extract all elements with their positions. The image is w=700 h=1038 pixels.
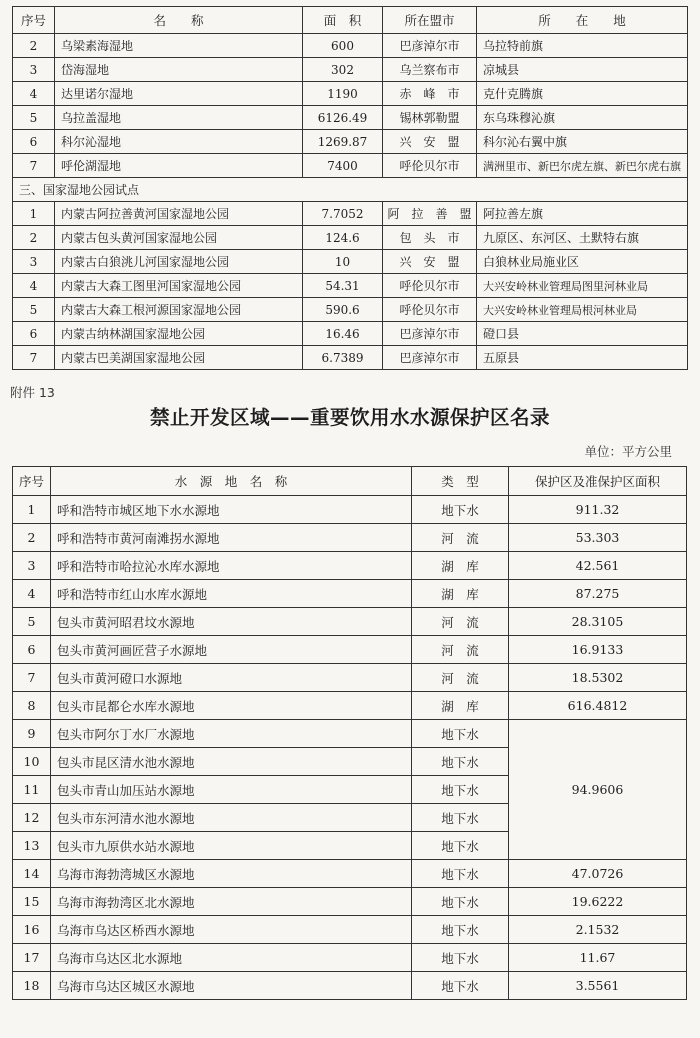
cell-area: 54.31 bbox=[303, 274, 383, 298]
table-row bbox=[13, 692, 687, 720]
cell-area: 616.4812 bbox=[509, 692, 687, 720]
cell-seq: 2 bbox=[13, 34, 55, 58]
water-source-table bbox=[12, 466, 687, 1000]
cell-seq: 12 bbox=[13, 804, 51, 832]
cell-source-name: 呼和浩特市城区地下水水源地 bbox=[51, 496, 412, 524]
cell-seq: 3 bbox=[13, 552, 51, 580]
section-row bbox=[13, 178, 688, 202]
cell-name: 乌拉盖湿地 bbox=[55, 106, 303, 130]
cell-source-name: 包头市阿尔丁水厂水源地 bbox=[51, 720, 412, 748]
cell-area: 47.0726 bbox=[509, 860, 687, 888]
cell-seq: 6 bbox=[13, 322, 55, 346]
cell-seq: 5 bbox=[13, 608, 51, 636]
cell-seq: 3 bbox=[13, 58, 55, 82]
cell-area: 28.3105 bbox=[509, 608, 687, 636]
cell-type: 地下水 bbox=[412, 860, 509, 888]
cell-league: 兴 安 盟 bbox=[383, 130, 477, 154]
cell-seq: 14 bbox=[13, 860, 51, 888]
cell-league: 呼伦贝尔市 bbox=[383, 298, 477, 322]
cell-location: 大兴安岭林业管理局图里河林业局 bbox=[477, 274, 688, 298]
cell-seq: 7 bbox=[13, 154, 55, 178]
table-row bbox=[13, 346, 688, 370]
cell-source-name: 呼和浩特市哈拉沁水库水源地 bbox=[51, 552, 412, 580]
table-row bbox=[13, 860, 687, 888]
cell-location: 阿拉善左旗 bbox=[477, 202, 688, 226]
cell-area-merged: 94.9606 bbox=[509, 720, 687, 860]
table-row bbox=[13, 496, 687, 524]
cell-area: 590.6 bbox=[303, 298, 383, 322]
cell-seq: 2 bbox=[13, 524, 51, 552]
cell-seq: 2 bbox=[13, 226, 55, 250]
annex-label: 附件 13 bbox=[10, 385, 55, 400]
col-type: 类 型 bbox=[412, 467, 509, 496]
table-row bbox=[13, 274, 688, 298]
cell-seq: 1 bbox=[13, 496, 51, 524]
col-league: 所在盟市 bbox=[383, 7, 477, 34]
col-name: 名 称 bbox=[55, 7, 303, 34]
cell-seq: 7 bbox=[13, 346, 55, 370]
cell-area: 6126.49 bbox=[303, 106, 383, 130]
cell-name: 岱海湿地 bbox=[55, 58, 303, 82]
table-row bbox=[13, 664, 687, 692]
cell-source-name: 乌海市乌达区北水源地 bbox=[51, 944, 412, 972]
cell-name: 内蒙古阿拉善黄河国家湿地公园 bbox=[55, 202, 303, 226]
cell-source-name: 乌海市海勃湾城区水源地 bbox=[51, 860, 412, 888]
cell-league: 兴 安 盟 bbox=[383, 250, 477, 274]
table-row bbox=[13, 608, 687, 636]
cell-source-name: 包头市黄河磴口水源地 bbox=[51, 664, 412, 692]
cell-location: 凉城县 bbox=[477, 58, 688, 82]
cell-source-name: 包头市黄河昭君坟水源地 bbox=[51, 608, 412, 636]
cell-location: 克什克腾旗 bbox=[477, 82, 688, 106]
cell-name: 乌梁素海湿地 bbox=[55, 34, 303, 58]
cell-source-name: 包头市昆都仑水库水源地 bbox=[51, 692, 412, 720]
cell-type: 湖 库 bbox=[412, 580, 509, 608]
cell-type: 地下水 bbox=[412, 496, 509, 524]
cell-area: 6.7389 bbox=[303, 346, 383, 370]
cell-league: 巴彦淖尔市 bbox=[383, 346, 477, 370]
cell-source-name: 包头市东河清水池水源地 bbox=[51, 804, 412, 832]
table-row bbox=[13, 972, 687, 1000]
cell-seq: 15 bbox=[13, 888, 51, 916]
cell-league: 呼伦贝尔市 bbox=[383, 154, 477, 178]
cell-source-name: 包头市青山加压站水源地 bbox=[51, 776, 412, 804]
cell-area: 1269.87 bbox=[303, 130, 383, 154]
table-row bbox=[13, 82, 688, 106]
unit-label: 单位：平方公里 bbox=[584, 444, 672, 459]
cell-source-name: 乌海市乌达区桥西水源地 bbox=[51, 916, 412, 944]
cell-seq: 6 bbox=[13, 636, 51, 664]
cell-type: 河 流 bbox=[412, 524, 509, 552]
cell-location: 乌拉特前旗 bbox=[477, 34, 688, 58]
cell-league: 呼伦贝尔市 bbox=[383, 274, 477, 298]
cell-source-name: 呼和浩特市红山水库水源地 bbox=[51, 580, 412, 608]
cell-name: 内蒙古包头黄河国家湿地公园 bbox=[55, 226, 303, 250]
table-row bbox=[13, 944, 687, 972]
cell-seq: 16 bbox=[13, 916, 51, 944]
cell-type: 河 流 bbox=[412, 608, 509, 636]
wetland-table bbox=[12, 6, 688, 370]
cell-area: 16.46 bbox=[303, 322, 383, 346]
cell-location: 九原区、东河区、土默特右旗 bbox=[477, 226, 688, 250]
cell-seq: 4 bbox=[13, 580, 51, 608]
cell-type: 地下水 bbox=[412, 776, 509, 804]
table-row bbox=[13, 202, 688, 226]
cell-location: 科尔沁右翼中旗 bbox=[477, 130, 688, 154]
table-row bbox=[13, 130, 688, 154]
table-row bbox=[13, 58, 688, 82]
cell-type: 地下水 bbox=[412, 832, 509, 860]
col-location: 所 在 地 bbox=[477, 7, 688, 34]
cell-league: 赤 峰 市 bbox=[383, 82, 477, 106]
col-source-name: 水 源 地 名 称 bbox=[51, 467, 412, 496]
section-title: 三、国家湿地公园试点 bbox=[13, 178, 688, 202]
cell-type: 河 流 bbox=[412, 636, 509, 664]
cell-area: 16.9133 bbox=[509, 636, 687, 664]
table-row bbox=[13, 720, 687, 748]
cell-name: 内蒙古大森工图里河国家湿地公园 bbox=[55, 274, 303, 298]
table-row bbox=[13, 226, 688, 250]
cell-seq: 10 bbox=[13, 748, 51, 776]
cell-source-name: 包头市黄河画匠营子水源地 bbox=[51, 636, 412, 664]
cell-seq: 3 bbox=[13, 250, 55, 274]
cell-name: 内蒙古纳林湖国家湿地公园 bbox=[55, 322, 303, 346]
cell-area: 19.6222 bbox=[509, 888, 687, 916]
cell-location: 大兴安岭林业管理局根河林业局 bbox=[477, 298, 688, 322]
cell-name: 内蒙古巴美湖国家湿地公园 bbox=[55, 346, 303, 370]
cell-seq: 4 bbox=[13, 82, 55, 106]
cell-area: 18.5302 bbox=[509, 664, 687, 692]
cell-area: 7.7052 bbox=[303, 202, 383, 226]
cell-location: 东乌珠穆沁旗 bbox=[477, 106, 688, 130]
cell-seq: 5 bbox=[13, 106, 55, 130]
cell-source-name: 乌海市乌达区城区水源地 bbox=[51, 972, 412, 1000]
cell-area: 600 bbox=[303, 34, 383, 58]
cell-location: 白狼林业局施业区 bbox=[477, 250, 688, 274]
table-row bbox=[13, 888, 687, 916]
cell-area: 87.275 bbox=[509, 580, 687, 608]
cell-source-name: 包头市昆区清水池水源地 bbox=[51, 748, 412, 776]
cell-name: 达里诺尔湿地 bbox=[55, 82, 303, 106]
cell-type: 河 流 bbox=[412, 664, 509, 692]
cell-type: 地下水 bbox=[412, 888, 509, 916]
cell-league: 包 头 市 bbox=[383, 226, 477, 250]
cell-seq: 13 bbox=[13, 832, 51, 860]
cell-type: 地下水 bbox=[412, 944, 509, 972]
cell-area: 302 bbox=[303, 58, 383, 82]
cell-area: 2.1532 bbox=[509, 916, 687, 944]
table-row bbox=[13, 34, 688, 58]
water-table-header bbox=[13, 467, 687, 496]
col-seq: 序号 bbox=[13, 467, 51, 496]
table-row bbox=[13, 298, 688, 322]
cell-area: 1190 bbox=[303, 82, 383, 106]
cell-seq: 9 bbox=[13, 720, 51, 748]
cell-area: 42.561 bbox=[509, 552, 687, 580]
table-row bbox=[13, 552, 687, 580]
cell-source-name: 呼和浩特市黄河南滩拐水源地 bbox=[51, 524, 412, 552]
cell-source-name: 乌海市海勃湾区北水源地 bbox=[51, 888, 412, 916]
cell-area: 7400 bbox=[303, 154, 383, 178]
cell-name: 内蒙古大森工根河源国家湿地公园 bbox=[55, 298, 303, 322]
table-row bbox=[13, 154, 688, 178]
cell-type: 地下水 bbox=[412, 748, 509, 776]
cell-location: 满洲里市、新巴尔虎左旗、新巴尔虎右旗 bbox=[477, 154, 688, 178]
cell-type: 地下水 bbox=[412, 972, 509, 1000]
cell-location: 五原县 bbox=[477, 346, 688, 370]
cell-seq: 8 bbox=[13, 692, 51, 720]
table-row bbox=[13, 524, 687, 552]
cell-league: 锡林郭勒盟 bbox=[383, 106, 477, 130]
cell-type: 湖 库 bbox=[412, 552, 509, 580]
table-row bbox=[13, 106, 688, 130]
table-row bbox=[13, 636, 687, 664]
col-protected-area: 保护区及准保护区面积 bbox=[509, 467, 687, 496]
cell-type: 湖 库 bbox=[412, 692, 509, 720]
cell-seq: 5 bbox=[13, 298, 55, 322]
cell-area: 124.6 bbox=[303, 226, 383, 250]
cell-league: 巴彦淖尔市 bbox=[383, 34, 477, 58]
table-row bbox=[13, 580, 687, 608]
cell-seq: 7 bbox=[13, 664, 51, 692]
cell-league: 巴彦淖尔市 bbox=[383, 322, 477, 346]
cell-seq: 17 bbox=[13, 944, 51, 972]
wetland-table-header bbox=[13, 7, 688, 34]
col-seq: 序号 bbox=[13, 7, 55, 34]
cell-name: 科尔沁湿地 bbox=[55, 130, 303, 154]
table-row bbox=[13, 322, 688, 346]
cell-area: 3.5561 bbox=[509, 972, 687, 1000]
page-title: 禁止开发区域——重要饮用水水源保护区名录 bbox=[149, 406, 550, 429]
cell-seq: 4 bbox=[13, 274, 55, 298]
cell-name: 内蒙古白狼洮儿河国家湿地公园 bbox=[55, 250, 303, 274]
table-row bbox=[13, 250, 688, 274]
cell-source-name: 包头市九原供水站水源地 bbox=[51, 832, 412, 860]
cell-area: 11.67 bbox=[509, 944, 687, 972]
cell-area: 53.303 bbox=[509, 524, 687, 552]
cell-league: 乌兰察布市 bbox=[383, 58, 477, 82]
cell-name: 呼伦湖湿地 bbox=[55, 154, 303, 178]
cell-seq: 11 bbox=[13, 776, 51, 804]
cell-type: 地下水 bbox=[412, 916, 509, 944]
cell-league: 阿 拉 善 盟 bbox=[383, 202, 477, 226]
cell-seq: 1 bbox=[13, 202, 55, 226]
cell-area: 911.32 bbox=[509, 496, 687, 524]
cell-seq: 6 bbox=[13, 130, 55, 154]
cell-area: 10 bbox=[303, 250, 383, 274]
cell-location: 磴口县 bbox=[477, 322, 688, 346]
cell-type: 地下水 bbox=[412, 720, 509, 748]
cell-type: 地下水 bbox=[412, 804, 509, 832]
table-row bbox=[13, 916, 687, 944]
cell-seq: 18 bbox=[13, 972, 51, 1000]
col-area: 面 积 bbox=[303, 7, 383, 34]
